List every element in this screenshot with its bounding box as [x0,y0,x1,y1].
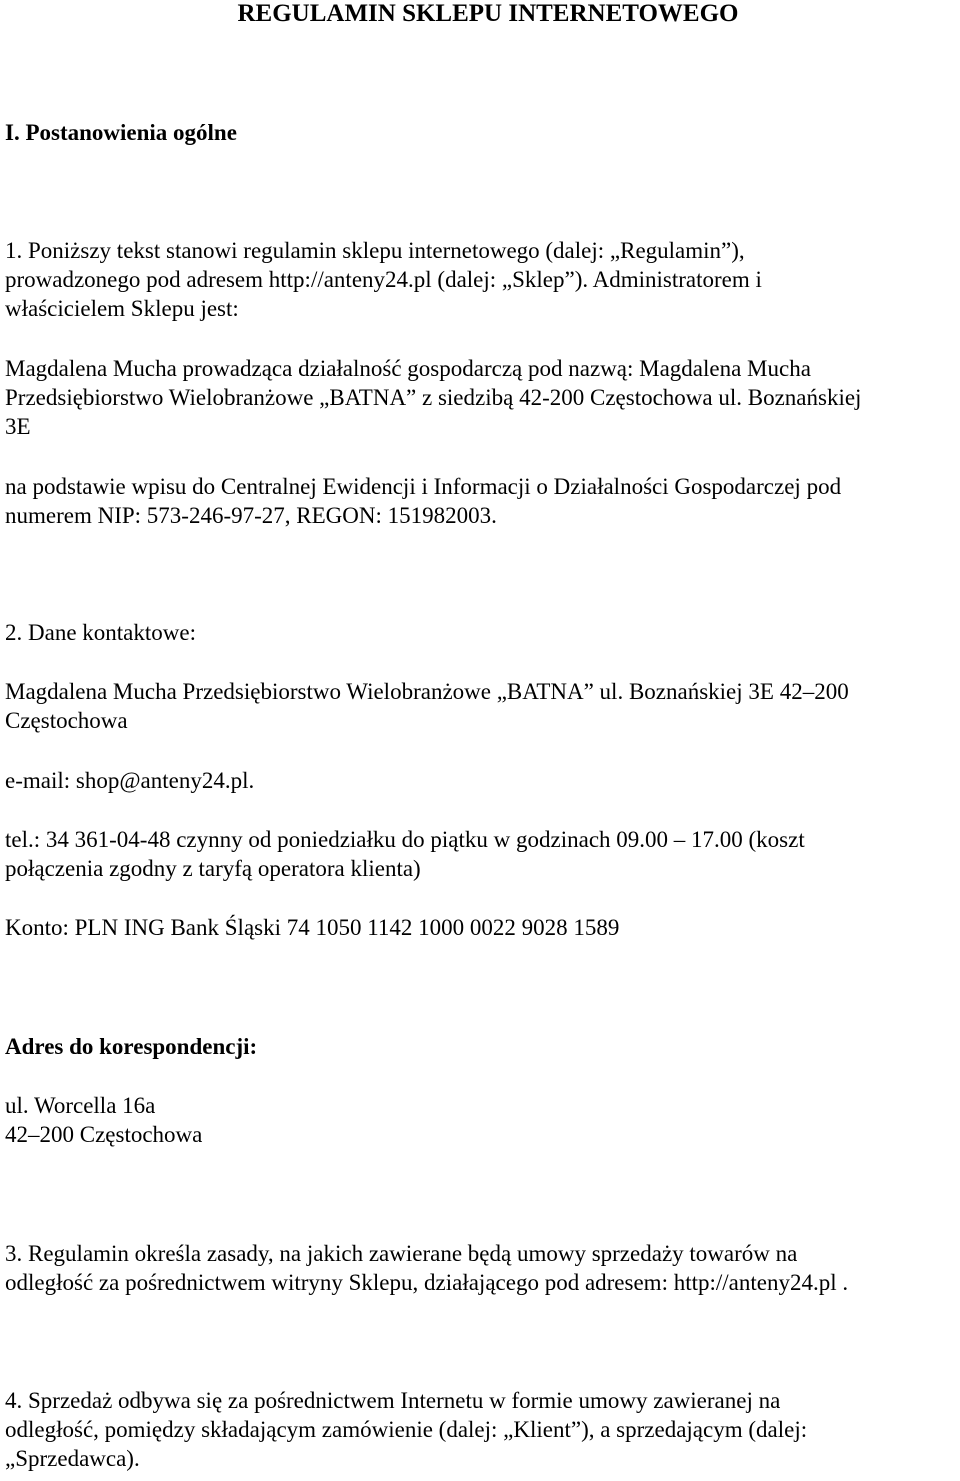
point1-line1: 1. Poniższy tekst stanowi regulamin sklepu internetowego (dalej: „Regulamin”), [5,238,745,263]
point4-line3: „Sprzedawca). [5,1446,140,1471]
registry-line2: numerem NIP: 573-246-97-27, REGON: 151982003. [5,503,497,528]
point3-line1: 3. Regulamin określa zasady, na jakich zawierane będą umowy sprzedaży towarów na [5,1241,798,1266]
owner-line2: Przedsiębiorstwo Wielobranżowe „BATNA” z siedzibą 42-200 Częstochowa ul. Boznańskiej [5,385,862,410]
document-title: REGULAMIN SKLEPU INTERNETOWEGO [237,0,739,27]
registry-line1: na podstawie wpisu do Centralnej Ewidencji i Informacji o Działalności Gospodarczej pod [5,474,842,499]
point1-line2: prowadzonego pod adresem http://anteny24.pl (dalej: „Sklep”). Administratorem i [5,267,762,292]
correspondence-city: 42–200 Częstochowa [5,1122,203,1147]
contact-company-line2: Częstochowa [5,708,128,733]
contact-phone-line1: tel.: 34 361-04-48 czynny od poniedziałku do piątku w godzinach 09.00 – 17.00 (koszt [5,827,805,852]
point1-line3: właścicielem Sklepu jest: [5,296,239,321]
contact-email: e-mail: shop@anteny24.pl. [5,768,255,793]
point4-line2: odległość, pomiędzy składającym zamówienie (dalej: „Klient”), a sprzedającym (dalej: [5,1417,808,1442]
point4-line1: 4. Sprzedaż odbywa się za pośrednictwem Internetu w formie umowy zawieranej na [5,1388,781,1413]
contact-company-line1: Magdalena Mucha Przedsiębiorstwo Wielobranżowe „BATNA” ul. Boznańskiej 3E 42–200 [5,679,849,704]
owner-line1: Magdalena Mucha prowadząca działalność gospodarczą pod nazwą: Magdalena Mucha [5,356,811,381]
correspondence-heading: Adres do korespondencji: [5,1034,258,1059]
contact-heading: 2. Dane kontaktowe: [5,620,196,645]
section-heading: I. Postanowienia ogólne [5,120,237,145]
point3-line2: odległość za pośrednictwem witryny Sklepu, działającego pod adresem: http://anteny24.pl . [5,1270,849,1295]
bank-account: Konto: PLN ING Bank Śląski 74 1050 1142 1000 0022 9028 1589 [5,915,620,940]
owner-line3: 3E [5,414,31,439]
correspondence-street: ul. Worcella 16a [5,1093,156,1118]
contact-phone-line2: połączenia zgodny z taryfą operatora klienta) [5,856,421,881]
